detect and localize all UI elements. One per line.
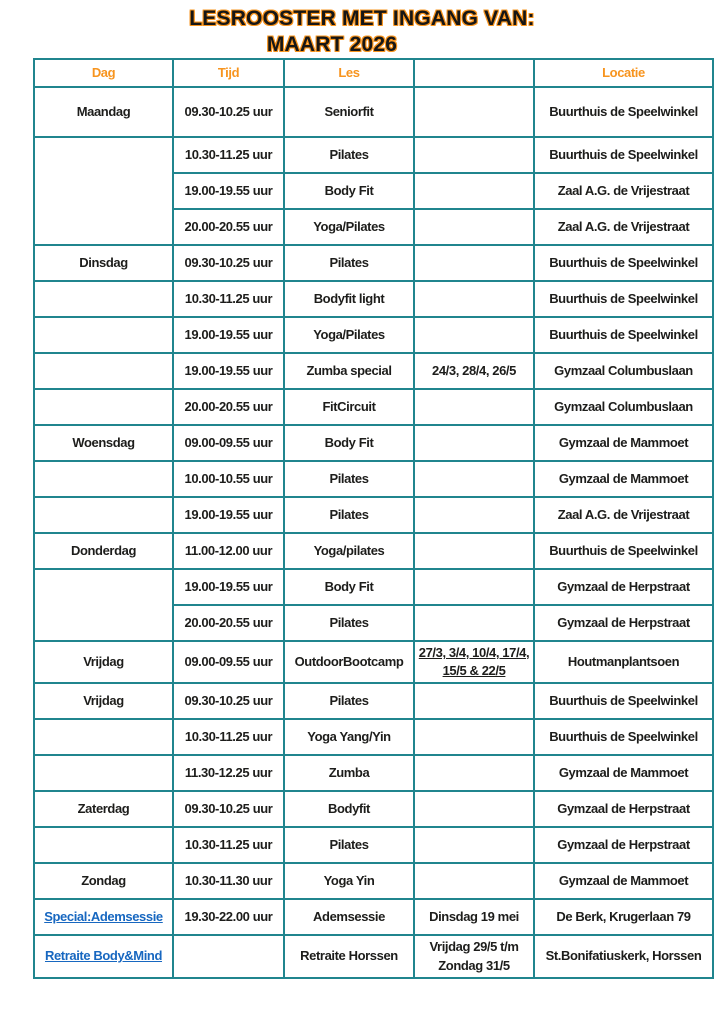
notes-cell — [414, 245, 534, 281]
location-cell: Gymzaal Columbuslaan — [534, 353, 713, 389]
day-cell: Woensdag — [34, 425, 173, 461]
time-cell: 19.00-19.55 uur — [173, 569, 284, 605]
table-row — [34, 683, 713, 719]
table-row — [34, 281, 713, 317]
notes-cell — [414, 461, 534, 497]
day-cell — [34, 137, 173, 245]
day-cell — [34, 899, 173, 935]
time-cell: 11.30-12.25 uur — [173, 755, 284, 791]
location-cell: Zaal A.G. de Vrijestraat — [534, 209, 713, 245]
day-cell: Maandag — [34, 87, 173, 137]
location-cell: Buurthuis de Speelwinkel — [534, 719, 713, 755]
day-cell — [34, 317, 173, 353]
table-row — [34, 245, 713, 281]
les-cell: Body Fit — [284, 569, 414, 605]
time-cell: 20.00-20.55 uur — [173, 605, 284, 641]
les-cell: FitCircuit — [284, 389, 414, 425]
table-row — [34, 863, 713, 899]
notes-cell — [414, 389, 534, 425]
time-cell: 19.00-19.55 uur — [173, 173, 284, 209]
les-cell: Pilates — [284, 497, 414, 533]
table-row — [34, 137, 713, 173]
location-cell: De Berk, Krugerlaan 79 — [534, 899, 713, 935]
les-cell: Pilates — [284, 683, 414, 719]
time-cell: 10.30-11.25 uur — [173, 137, 284, 173]
notes-cell: 24/3, 28/4, 26/5 — [414, 353, 534, 389]
les-cell: Zumba special — [284, 353, 414, 389]
time-cell: 10.30-11.25 uur — [173, 281, 284, 317]
day-cell — [34, 569, 173, 641]
les-cell: Yoga/Pilates — [284, 209, 414, 245]
location-cell: Buurthuis de Speelwinkel — [534, 87, 713, 137]
day-cell — [34, 827, 173, 863]
time-cell: 10.30-11.25 uur — [173, 719, 284, 755]
notes-cell: Dinsdag 19 mei — [414, 899, 534, 935]
les-cell: Ademsessie — [284, 899, 414, 935]
les-cell: OutdoorBootcamp — [284, 641, 414, 683]
day-cell — [34, 719, 173, 755]
table-row — [34, 641, 713, 683]
location-cell: Gymzaal de Herpstraat — [534, 827, 713, 863]
day-cell: Zaterdag — [34, 791, 173, 827]
table-row — [34, 935, 713, 977]
location-cell: Gymzaal de Mammoet — [534, 461, 713, 497]
notes-cell — [414, 173, 534, 209]
time-cell: 09.30-10.25 uur — [173, 245, 284, 281]
time-cell: 09.30-10.25 uur — [173, 791, 284, 827]
day-cell: Vrijdag — [34, 683, 173, 719]
time-cell: 09.00-09.55 uur — [173, 425, 284, 461]
schedule-page — [0, 6, 724, 979]
les-cell: Pilates — [284, 461, 414, 497]
day-cell: Dinsdag — [34, 245, 173, 281]
table-row — [34, 533, 713, 569]
header-locatie: Locatie — [534, 59, 713, 87]
location-cell: Buurthuis de Speelwinkel — [534, 533, 713, 569]
location-cell: Gymzaal de Mammoet — [534, 863, 713, 899]
location-cell: Houtmanplantsoen — [534, 641, 713, 683]
location-cell: Buurthuis de Speelwinkel — [534, 245, 713, 281]
notes-cell — [414, 569, 534, 605]
time-cell: 20.00-20.55 uur — [173, 389, 284, 425]
table-row — [34, 497, 713, 533]
time-cell: 19.00-19.55 uur — [173, 353, 284, 389]
day-cell: Donderdag — [34, 533, 173, 569]
location-cell: Gymzaal de Herpstraat — [534, 605, 713, 641]
les-cell: Body Fit — [284, 425, 414, 461]
notes-cell — [414, 827, 534, 863]
les-cell: Bodyfit — [284, 791, 414, 827]
les-cell: Yoga/Pilates — [284, 317, 414, 353]
location-cell: Gymzaal de Mammoet — [534, 425, 713, 461]
table-row — [34, 755, 713, 791]
day-cell — [34, 461, 173, 497]
day-cell — [34, 497, 173, 533]
table-row — [34, 353, 713, 389]
notes-cell — [414, 755, 534, 791]
schedule-body — [34, 87, 713, 978]
location-cell: Buurthuis de Speelwinkel — [534, 683, 713, 719]
time-cell: 20.00-20.55 uur — [173, 209, 284, 245]
location-cell: Zaal A.G. de Vrijestraat — [534, 173, 713, 209]
header-notes — [414, 59, 534, 87]
les-cell: Body Fit — [284, 173, 414, 209]
les-cell: Seniorfit — [284, 87, 414, 137]
day-cell: Zondag — [34, 863, 173, 899]
time-cell: 09.00-09.55 uur — [173, 641, 284, 683]
les-cell: Pilates — [284, 605, 414, 641]
page-title — [0, 6, 724, 58]
les-cell: Yoga Yin — [284, 863, 414, 899]
time-cell: 10.30-11.25 uur — [173, 827, 284, 863]
retraite-body-mind-link[interactable]: Retraite Body&Mind — [44, 948, 163, 964]
time-cell: 10.00-10.55 uur — [173, 461, 284, 497]
les-cell: Yoga/pilates — [284, 533, 414, 569]
time-cell: 19.00-19.55 uur — [173, 317, 284, 353]
table-row — [34, 425, 713, 461]
notes-cell — [414, 87, 534, 137]
time-cell — [173, 935, 284, 977]
special-ademsessie-link[interactable]: Special:Ademsessie — [44, 909, 163, 925]
notes-cell: 27/3, 3/4, 10/4, 17/4, 15/5 & 22/5 — [414, 641, 534, 683]
title-line-1: LESROOSTER MET INGANG VAN: — [189, 7, 535, 30]
table-row — [34, 899, 713, 935]
table-row — [34, 317, 713, 353]
les-cell: Pilates — [284, 827, 414, 863]
location-cell: Buurthuis de Speelwinkel — [534, 281, 713, 317]
table-row — [34, 569, 713, 605]
notes-cell: Vrijdag 29/5 t/m Zondag 31/5 — [414, 935, 534, 977]
les-cell: Yoga Yang/Yin — [284, 719, 414, 755]
location-cell: Gymzaal Columbuslaan — [534, 389, 713, 425]
les-cell: Pilates — [284, 245, 414, 281]
notes-cell — [414, 791, 534, 827]
header-row — [34, 59, 713, 87]
day-cell — [34, 281, 173, 317]
time-cell: 09.30-10.25 uur — [173, 87, 284, 137]
schedule-table — [33, 58, 714, 979]
location-cell: Buurthuis de Speelwinkel — [534, 317, 713, 353]
notes-cell — [414, 425, 534, 461]
table-row — [34, 719, 713, 755]
table-row — [34, 791, 713, 827]
location-cell: Gymzaal de Herpstraat — [534, 569, 713, 605]
table-row — [34, 389, 713, 425]
location-cell: Buurthuis de Speelwinkel — [534, 137, 713, 173]
notes-cell — [414, 137, 534, 173]
les-cell: Pilates — [284, 137, 414, 173]
day-cell — [34, 389, 173, 425]
time-cell: 19.30-22.00 uur — [173, 899, 284, 935]
notes-cell — [414, 719, 534, 755]
day-cell — [34, 353, 173, 389]
day-cell: Vrijdag — [34, 641, 173, 683]
day-cell — [34, 935, 173, 977]
time-cell: 10.30-11.30 uur — [173, 863, 284, 899]
location-cell: Gymzaal de Herpstraat — [534, 791, 713, 827]
notes-cell — [414, 533, 534, 569]
les-cell: Bodyfit light — [284, 281, 414, 317]
notes-cell — [414, 497, 534, 533]
table-row — [34, 827, 713, 863]
table-row — [34, 461, 713, 497]
notes-cell — [414, 209, 534, 245]
time-cell: 19.00-19.55 uur — [173, 497, 284, 533]
title-line-2: MAART 2026 — [266, 33, 398, 56]
table-row — [34, 87, 713, 137]
time-cell: 11.00-12.00 uur — [173, 533, 284, 569]
location-cell: Zaal A.G. de Vrijestraat — [534, 497, 713, 533]
header-les: Les — [284, 59, 414, 87]
header-dag: Dag — [34, 59, 173, 87]
notes-cell — [414, 281, 534, 317]
location-cell: St.Bonifatiuskerk, Horssen — [534, 935, 713, 977]
notes-cell — [414, 683, 534, 719]
notes-cell — [414, 317, 534, 353]
notes-cell — [414, 605, 534, 641]
les-cell: Zumba — [284, 755, 414, 791]
location-cell: Gymzaal de Mammoet — [534, 755, 713, 791]
les-cell: Retraite Horssen — [284, 935, 414, 977]
notes-cell — [414, 863, 534, 899]
header-tijd: Tijd — [173, 59, 284, 87]
time-cell: 09.30-10.25 uur — [173, 683, 284, 719]
day-cell — [34, 755, 173, 791]
